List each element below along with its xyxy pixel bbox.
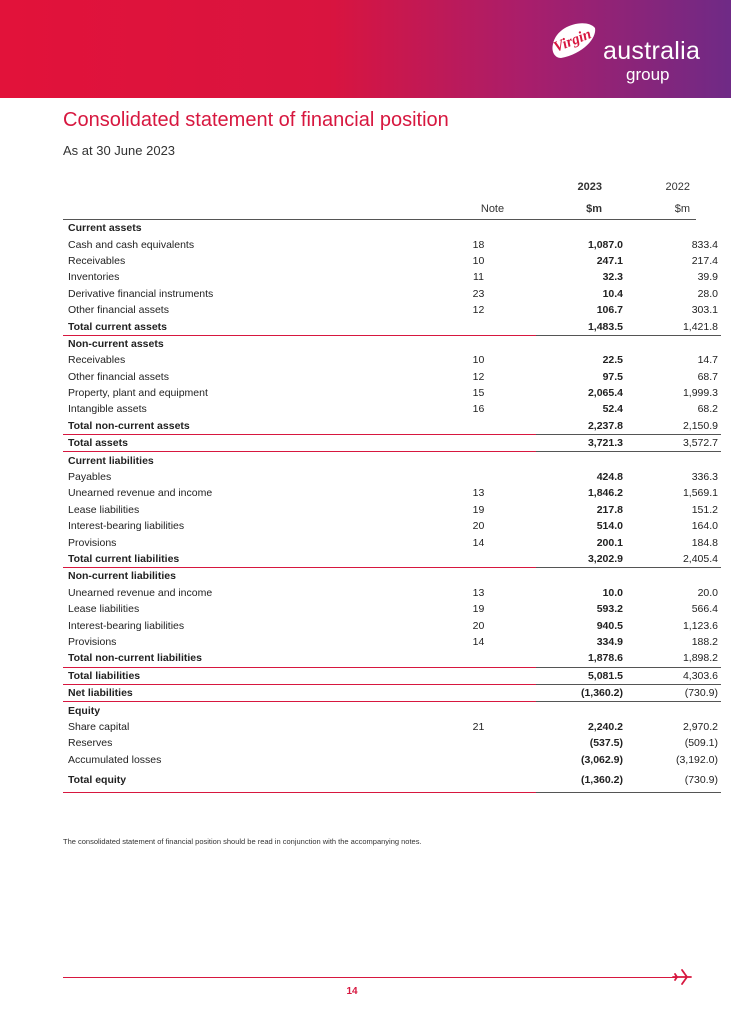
- row-label: Reserves: [68, 737, 113, 750]
- section-heading-row: [63, 568, 721, 585]
- note-cell: 20: [472, 619, 485, 632]
- total-row: [63, 650, 721, 667]
- note-cell: 13: [472, 586, 485, 599]
- value-2022-cell: 1,123.6: [682, 619, 718, 632]
- section-heading: Non-current assets: [68, 337, 164, 350]
- value-2022-cell: 1,999.3: [682, 387, 718, 400]
- unit-current-header: $m: [586, 203, 602, 215]
- note-cell: [421, 318, 536, 335]
- total-row: [63, 318, 721, 335]
- value-2023-cell: 514.0: [596, 520, 623, 533]
- total-2022-cell: 1,898.2: [626, 650, 721, 667]
- row-label: Inventories: [68, 271, 120, 284]
- value-2022-cell: [626, 452, 721, 469]
- value-2022-cell: 14.7: [697, 354, 718, 367]
- note-cell: [421, 469, 536, 485]
- note-cell: 19: [472, 603, 485, 616]
- table-row: [63, 269, 721, 285]
- note-cell: [421, 684, 536, 701]
- value-2023-cell: 106.7: [596, 304, 623, 317]
- total-2023-cell: (1,360.2): [536, 684, 626, 701]
- note-cell: 23: [472, 287, 485, 300]
- value-2023-cell: 593.2: [596, 603, 623, 616]
- value-2022-cell: (3,192.0): [675, 753, 718, 766]
- unit-prior-header: $m: [674, 203, 690, 215]
- note-cell: 21: [472, 720, 485, 733]
- table-row: [63, 236, 721, 252]
- table-row: [63, 634, 721, 650]
- value-2023-cell: 200.1: [596, 536, 623, 549]
- section-heading-row: [63, 702, 721, 719]
- page-title: Consolidated statement of financial position: [63, 109, 449, 131]
- total-label: Total non-current liabilities: [63, 650, 421, 667]
- table-row: [63, 369, 721, 385]
- total-2023-cell: 1,483.5: [536, 318, 626, 335]
- value-2023-cell: (537.5): [589, 737, 623, 750]
- value-2022-cell: 566.4: [691, 603, 718, 616]
- total-row: [63, 551, 721, 568]
- total-label: Total equity: [63, 768, 421, 793]
- table-row: [63, 585, 721, 601]
- note-cell: [421, 735, 536, 751]
- note-cell: 14: [472, 635, 485, 648]
- value-2022-cell: [626, 702, 721, 719]
- total-row: [63, 667, 721, 684]
- logo-text: Virgin: [551, 26, 594, 56]
- note-cell: [421, 220, 536, 236]
- note-cell: [421, 702, 536, 719]
- table-row: [63, 735, 721, 751]
- row-label: Unearned revenue and income: [68, 487, 213, 500]
- value-2023-cell: 334.9: [596, 635, 623, 648]
- note-cell: [421, 768, 536, 793]
- brand-subname: group: [626, 65, 670, 84]
- note-header: Note: [480, 203, 505, 215]
- value-2023-cell: 247.1: [596, 254, 623, 267]
- note-cell: [421, 568, 536, 585]
- total-2022-cell: (730.9): [626, 768, 721, 793]
- note-cell: [421, 551, 536, 568]
- value-2022-cell: 217.4: [691, 254, 718, 267]
- footer-divider: [63, 977, 678, 978]
- table-row: [63, 401, 721, 417]
- header-banner: [0, 0, 731, 98]
- section-heading: Equity: [68, 704, 101, 717]
- row-label: Payables: [68, 471, 112, 484]
- row-label: Unearned revenue and income: [68, 586, 213, 599]
- value-2022-cell: (509.1): [684, 737, 718, 750]
- note-cell: 14: [472, 536, 485, 549]
- row-label: Receivables: [68, 354, 126, 367]
- year-current-header: 2023: [577, 181, 602, 193]
- section-heading: Current assets: [68, 222, 142, 235]
- total-2022-cell: 2,405.4: [626, 551, 721, 568]
- value-2022-cell: 151.2: [691, 503, 718, 516]
- table-row: [63, 385, 721, 401]
- value-2023-cell: 97.5: [602, 370, 623, 383]
- total-2022-cell: 3,572.7: [626, 435, 721, 452]
- table-row: [63, 617, 721, 633]
- total-2022-cell: 2,150.9: [626, 418, 721, 435]
- section-heading-row: [63, 220, 721, 236]
- table-row: [63, 518, 721, 534]
- row-label: Derivative financial instruments: [68, 287, 214, 300]
- note-cell: [421, 418, 536, 435]
- total-row: [63, 435, 721, 452]
- value-2023-cell: [536, 335, 626, 352]
- total-2023-cell: 1,878.6: [536, 650, 626, 667]
- value-2023-cell: 2,240.2: [587, 720, 623, 733]
- row-label: Interest-bearing liabilities: [68, 520, 185, 533]
- note-cell: 10: [472, 354, 485, 367]
- total-label: Total liabilities: [63, 667, 421, 684]
- note-cell: [421, 667, 536, 684]
- total-2023-cell: 5,081.5: [536, 667, 626, 684]
- row-label: Cash and cash equivalents: [68, 238, 195, 251]
- table-row: [63, 485, 721, 501]
- value-2023-cell: 2,065.4: [587, 387, 623, 400]
- table-row: [63, 286, 721, 302]
- value-2023-cell: 1,846.2: [587, 487, 623, 500]
- financial-position-table: [63, 220, 721, 793]
- note-cell: 18: [472, 238, 485, 251]
- section-heading-row: [63, 335, 721, 352]
- row-label: Share capital: [68, 720, 130, 733]
- page-subtitle: As at 30 June 2023: [63, 143, 176, 158]
- row-label: Lease liabilities: [68, 603, 140, 616]
- value-2022-cell: [626, 220, 721, 236]
- plane-icon: [672, 968, 692, 986]
- value-2023-cell: 1,087.0: [587, 238, 623, 251]
- value-2023-cell: 10.0: [602, 586, 623, 599]
- note-cell: 13: [472, 487, 485, 500]
- value-2022-cell: [626, 335, 721, 352]
- value-2023-cell: 10.4: [602, 287, 623, 300]
- note-cell: 10: [472, 254, 485, 267]
- value-2022-cell: 164.0: [691, 520, 718, 533]
- note-cell: 16: [472, 403, 485, 416]
- value-2022-cell: 188.2: [691, 635, 718, 648]
- total-row: [63, 684, 721, 701]
- row-label: Property, plant and equipment: [68, 387, 208, 400]
- value-2022-cell: 336.3: [691, 471, 718, 484]
- row-label: Intangible assets: [68, 403, 147, 416]
- value-2023-cell: 424.8: [596, 471, 623, 484]
- row-label: Provisions: [68, 635, 117, 648]
- row-label: Lease liabilities: [68, 503, 140, 516]
- value-2022-cell: 28.0: [697, 287, 718, 300]
- note-cell: [421, 335, 536, 352]
- value-2023-cell: 32.3: [602, 271, 623, 284]
- value-2022-cell: 833.4: [691, 238, 718, 251]
- total-label: Net liabilities: [63, 684, 421, 701]
- value-2022-cell: 184.8: [691, 536, 718, 549]
- total-2023-cell: 3,721.3: [536, 435, 626, 452]
- table-row: [63, 253, 721, 269]
- section-heading-row: [63, 452, 721, 469]
- total-2022-cell: (730.9): [626, 684, 721, 701]
- note-cell: [421, 752, 536, 768]
- virgin-logo-icon: [547, 14, 599, 66]
- section-heading: Non-current liabilities: [68, 570, 176, 583]
- total-2023-cell: (1,360.2): [536, 768, 626, 793]
- table-row: [63, 601, 721, 617]
- value-2022-cell: 39.9: [697, 271, 718, 284]
- row-label: Receivables: [68, 254, 126, 267]
- value-2022-cell: 68.2: [697, 403, 718, 416]
- row-label: Other financial assets: [68, 370, 169, 383]
- value-2023-cell: 217.8: [596, 503, 623, 516]
- value-2022-cell: 2,970.2: [682, 720, 718, 733]
- section-heading: Current liabilities: [68, 454, 154, 467]
- value-2023-cell: 52.4: [602, 403, 623, 416]
- total-label: Total assets: [63, 435, 421, 452]
- page-number: 14: [346, 986, 358, 997]
- note-cell: 19: [472, 503, 485, 516]
- note-cell: 11: [473, 271, 484, 284]
- value-2023-cell: 940.5: [596, 619, 623, 632]
- footnote: The consolidated statement of financial position should be read in conjunction with the accompanying notes.: [63, 837, 422, 846]
- total-row: [63, 768, 721, 793]
- total-label: Total current assets: [63, 318, 421, 335]
- table-row: [63, 534, 721, 550]
- row-label: Provisions: [68, 536, 117, 549]
- row-label: Other financial assets: [68, 304, 169, 317]
- value-2023-cell: [536, 568, 626, 585]
- value-2022-cell: 303.1: [691, 304, 718, 317]
- value-2022-cell: [626, 568, 721, 585]
- brand-name: australia: [603, 37, 701, 65]
- table-row: [63, 752, 721, 768]
- table-row: [63, 502, 721, 518]
- total-label: Total non-current assets: [63, 418, 421, 435]
- total-row: [63, 418, 721, 435]
- value-2023-cell: (3,062.9): [580, 753, 623, 766]
- note-cell: [421, 452, 536, 469]
- total-2022-cell: 4,303.6: [626, 667, 721, 684]
- table-row: [63, 302, 721, 318]
- note-cell: [421, 650, 536, 667]
- value-2022-cell: 1,569.1: [682, 487, 718, 500]
- note-cell: 12: [472, 304, 485, 317]
- row-label: Interest-bearing liabilities: [68, 619, 185, 632]
- table-row: [63, 469, 721, 485]
- row-label: Accumulated losses: [68, 753, 162, 766]
- note-cell: [421, 435, 536, 452]
- value-2023-cell: [536, 452, 626, 469]
- value-2023-cell: 22.5: [602, 354, 623, 367]
- value-2023-cell: [536, 702, 626, 719]
- value-2022-cell: 20.0: [697, 586, 718, 599]
- value-2023-cell: [536, 220, 626, 236]
- note-cell: 12: [472, 370, 485, 383]
- table-row: [63, 352, 721, 368]
- table-row: [63, 719, 721, 735]
- note-cell: 15: [472, 387, 485, 400]
- year-prior-header: 2022: [665, 181, 690, 193]
- total-label: Total current liabilities: [63, 551, 421, 568]
- total-2023-cell: 3,202.9: [536, 551, 626, 568]
- note-cell: 20: [472, 520, 485, 533]
- total-2023-cell: 2,237.8: [536, 418, 626, 435]
- value-2022-cell: 68.7: [697, 370, 718, 383]
- total-2022-cell: 1,421.8: [626, 318, 721, 335]
